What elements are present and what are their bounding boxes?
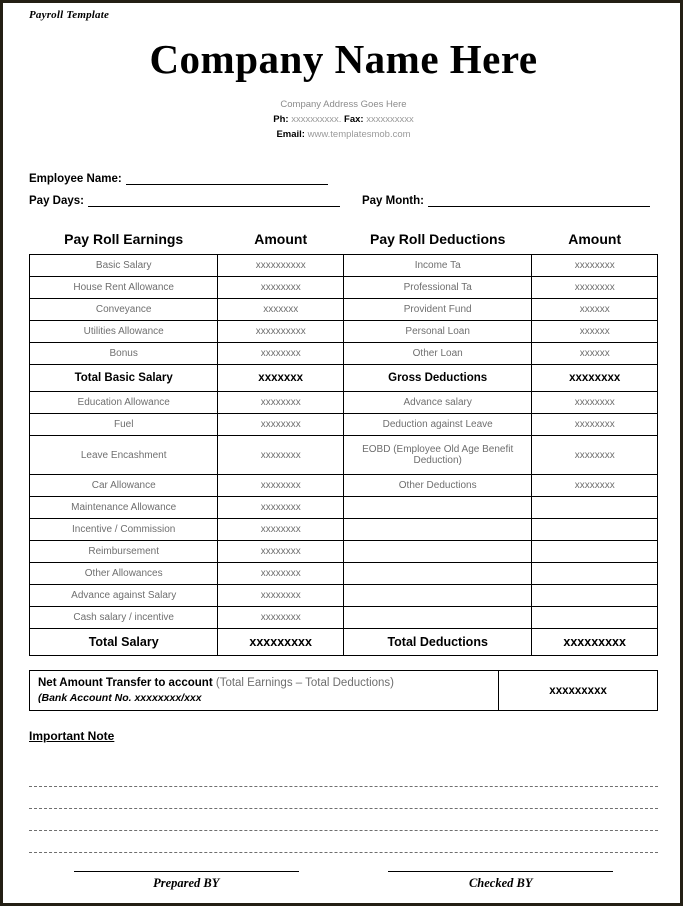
cell-deduction-amount [532, 607, 658, 629]
cell-earning-amount[interactable]: xxxxxxxx [218, 414, 344, 436]
cell-earning-description[interactable]: Advance against Salary [30, 585, 218, 607]
employee-name-field[interactable] [29, 172, 328, 185]
net-amount-row [30, 671, 658, 711]
cell-earning-amount[interactable]: xxxxxxxxxx [218, 321, 344, 343]
prepared-by-label: Prepared BY [153, 876, 220, 890]
header-earnings-amount: Amount [254, 231, 308, 248]
cell-deduction-description[interactable]: Other Deductions [343, 475, 531, 497]
cell-deduction-amount[interactable]: xxxxxxxxx [532, 629, 658, 656]
net-amount-formula: (Total Earnings – Total Deductions) [215, 677, 394, 690]
cell-earning-description[interactable]: Leave Encashment [30, 436, 218, 475]
cell-earning-amount[interactable]: xxxxxxxx [218, 497, 344, 519]
table-row [30, 255, 658, 277]
company-phone-fax [29, 113, 658, 128]
document-label: Payroll Template [29, 9, 110, 21]
note-line[interactable] [29, 809, 658, 831]
cell-earning-description[interactable]: Car Allowance [30, 475, 218, 497]
cell-earning-amount[interactable]: xxxxxxxx [218, 607, 344, 629]
pay-month-field[interactable] [362, 194, 650, 207]
cell-earning-description[interactable]: Utilities Allowance [30, 321, 218, 343]
table-row [30, 541, 658, 563]
signature-row [29, 871, 658, 891]
cell-deduction-description [343, 541, 531, 563]
table-row [30, 497, 658, 519]
cell-deduction-description[interactable]: Advance salary [343, 392, 531, 414]
cell-earning-amount[interactable]: xxxxxxxx [218, 392, 344, 414]
employee-name-label: Employee Name: [29, 173, 122, 186]
net-amount-title: Net Amount Transfer to account [38, 677, 213, 690]
cell-earning-amount[interactable]: xxxxxxxx [218, 475, 344, 497]
cell-earning-description[interactable]: House Rent Allowance [30, 277, 218, 299]
cell-earning-amount[interactable]: xxxxxxxx [218, 585, 344, 607]
cell-deduction-amount[interactable]: xxxxxx [532, 299, 658, 321]
cell-deduction-amount[interactable]: xxxxxxxx [532, 436, 658, 475]
cell-earning-description[interactable]: Other Allowances [30, 563, 218, 585]
cell-deduction-description[interactable]: EOBD (Employee Old Age Benefit Deduction) [343, 436, 531, 475]
cell-earning-amount[interactable]: xxxxxxxx [218, 563, 344, 585]
header-deductions-amount: Amount [568, 231, 622, 248]
checked-by-block [386, 871, 616, 891]
cell-deduction-amount[interactable]: xxxxxxxx [532, 277, 658, 299]
checked-by-line[interactable] [388, 871, 613, 872]
cell-earning-description[interactable]: Bonus [30, 343, 218, 365]
cell-earning-description[interactable]: Incentive / Commission [30, 519, 218, 541]
pay-month-input[interactable] [428, 194, 650, 207]
cell-earning-amount[interactable]: xxxxxxxx [218, 519, 344, 541]
table-row [30, 607, 658, 629]
phone-value: xxxxxxxxxx. [291, 113, 342, 125]
cell-deduction-description[interactable]: Professional Ta [343, 277, 531, 299]
cell-earning-description[interactable]: Maintenance Allowance [30, 497, 218, 519]
cell-deduction-description [343, 607, 531, 629]
employee-fields [29, 172, 658, 207]
cell-earning-description[interactable]: Total Basic Salary [30, 365, 218, 392]
cell-deduction-description [343, 563, 531, 585]
pay-days-input[interactable] [88, 194, 340, 207]
cell-deduction-amount [532, 563, 658, 585]
table-header-row [30, 229, 658, 255]
company-address: Company Address Goes Here [280, 99, 407, 111]
cell-deduction-amount[interactable]: xxxxxx [532, 343, 658, 365]
email-label: Email: [276, 128, 305, 140]
table-row [30, 414, 658, 436]
fax-label: Fax: [344, 113, 364, 125]
important-note-title: Important Note [29, 729, 115, 744]
note-line[interactable] [29, 787, 658, 809]
table-row [30, 365, 658, 392]
cell-deduction-description[interactable]: Provident Fund [343, 299, 531, 321]
net-amount-description [30, 671, 499, 711]
cell-deduction-amount[interactable]: xxxxxxxx [532, 365, 658, 392]
cell-deduction-amount[interactable]: xxxxxxxx [532, 414, 658, 436]
pay-days-field[interactable] [29, 194, 340, 207]
net-amount-value[interactable]: xxxxxxxxx [499, 671, 658, 711]
table-row [30, 475, 658, 497]
table-row [30, 585, 658, 607]
cell-earning-amount[interactable]: xxxxxxxx [218, 436, 344, 475]
table-row [30, 629, 658, 656]
table-row [30, 321, 658, 343]
cell-earning-description[interactable]: Cash salary / incentive [30, 607, 218, 629]
cell-earning-description[interactable]: Conveyance [30, 299, 218, 321]
cell-earning-amount[interactable]: xxxxxxxxx [218, 629, 344, 656]
cell-earning-amount[interactable]: xxxxxxx [218, 365, 344, 392]
table-row [30, 343, 658, 365]
cell-earning-description[interactable]: Fuel [30, 414, 218, 436]
cell-earning-amount[interactable]: xxxxxxxx [218, 277, 344, 299]
cell-earning-amount[interactable]: xxxxxxxx [218, 343, 344, 365]
cell-deduction-description [343, 585, 531, 607]
cell-deduction-amount [532, 541, 658, 563]
cell-deduction-description [343, 497, 531, 519]
cell-deduction-amount [532, 497, 658, 519]
prepared-by-line[interactable] [74, 871, 299, 872]
company-name: Company Name Here [149, 36, 538, 82]
table-row [30, 519, 658, 541]
cell-deduction-description[interactable]: Total Deductions [343, 629, 531, 656]
cell-earning-description[interactable]: Total Salary [30, 629, 218, 656]
note-lines[interactable] [29, 765, 658, 853]
cell-earning-amount[interactable]: xxxxxxx [218, 299, 344, 321]
table-row [30, 277, 658, 299]
checked-by-label: Checked BY [468, 876, 533, 890]
header-earnings: Pay Roll Earnings [64, 231, 184, 248]
cell-deduction-description[interactable]: Other Loan [343, 343, 531, 365]
table-row [30, 392, 658, 414]
employee-name-input[interactable] [126, 172, 328, 185]
cell-earning-description[interactable]: Education Allowance [30, 392, 218, 414]
table-row [30, 563, 658, 585]
table-row [30, 436, 658, 475]
cell-deduction-amount[interactable]: xxxxxx [532, 321, 658, 343]
pay-month-label: Pay Month: [361, 195, 424, 208]
company-email [29, 128, 658, 143]
pay-days-label: Pay Days: [29, 195, 84, 208]
cell-deduction-description[interactable]: Personal Loan [343, 321, 531, 343]
email-value: www.templatesmob.com [307, 128, 411, 140]
cell-earning-amount[interactable]: xxxxxxxxxx [218, 255, 344, 277]
header-deductions: Pay Roll Deductions [370, 231, 506, 248]
note-line[interactable] [29, 831, 658, 853]
prepared-by-block [71, 871, 301, 891]
table-row [30, 299, 658, 321]
payroll-table [29, 229, 658, 656]
note-line[interactable] [29, 765, 658, 787]
phone-label: Ph: [273, 113, 289, 125]
bank-account-line: (Bank Account No. xxxxxxxx/xxx [38, 692, 202, 705]
cell-earning-description[interactable]: Reimbursement [30, 541, 218, 563]
cell-deduction-description [343, 519, 531, 541]
cell-deduction-amount [532, 585, 658, 607]
cell-deduction-amount [532, 519, 658, 541]
cell-earning-amount[interactable]: xxxxxxxx [218, 541, 344, 563]
fax-value: xxxxxxxxxx [366, 113, 414, 125]
cell-deduction-description[interactable]: Deduction against Leave [343, 414, 531, 436]
cell-deduction-description[interactable]: Income Ta [343, 255, 531, 277]
cell-earning-description[interactable]: Basic Salary [30, 255, 218, 277]
company-contact-block [29, 98, 658, 142]
cell-deduction-amount[interactable]: xxxxxxxx [532, 255, 658, 277]
cell-deduction-amount[interactable]: xxxxxxxx [532, 475, 658, 497]
net-amount-table [29, 670, 658, 711]
cell-deduction-amount[interactable]: xxxxxxxx [532, 392, 658, 414]
cell-deduction-description[interactable]: Gross Deductions [343, 365, 531, 392]
